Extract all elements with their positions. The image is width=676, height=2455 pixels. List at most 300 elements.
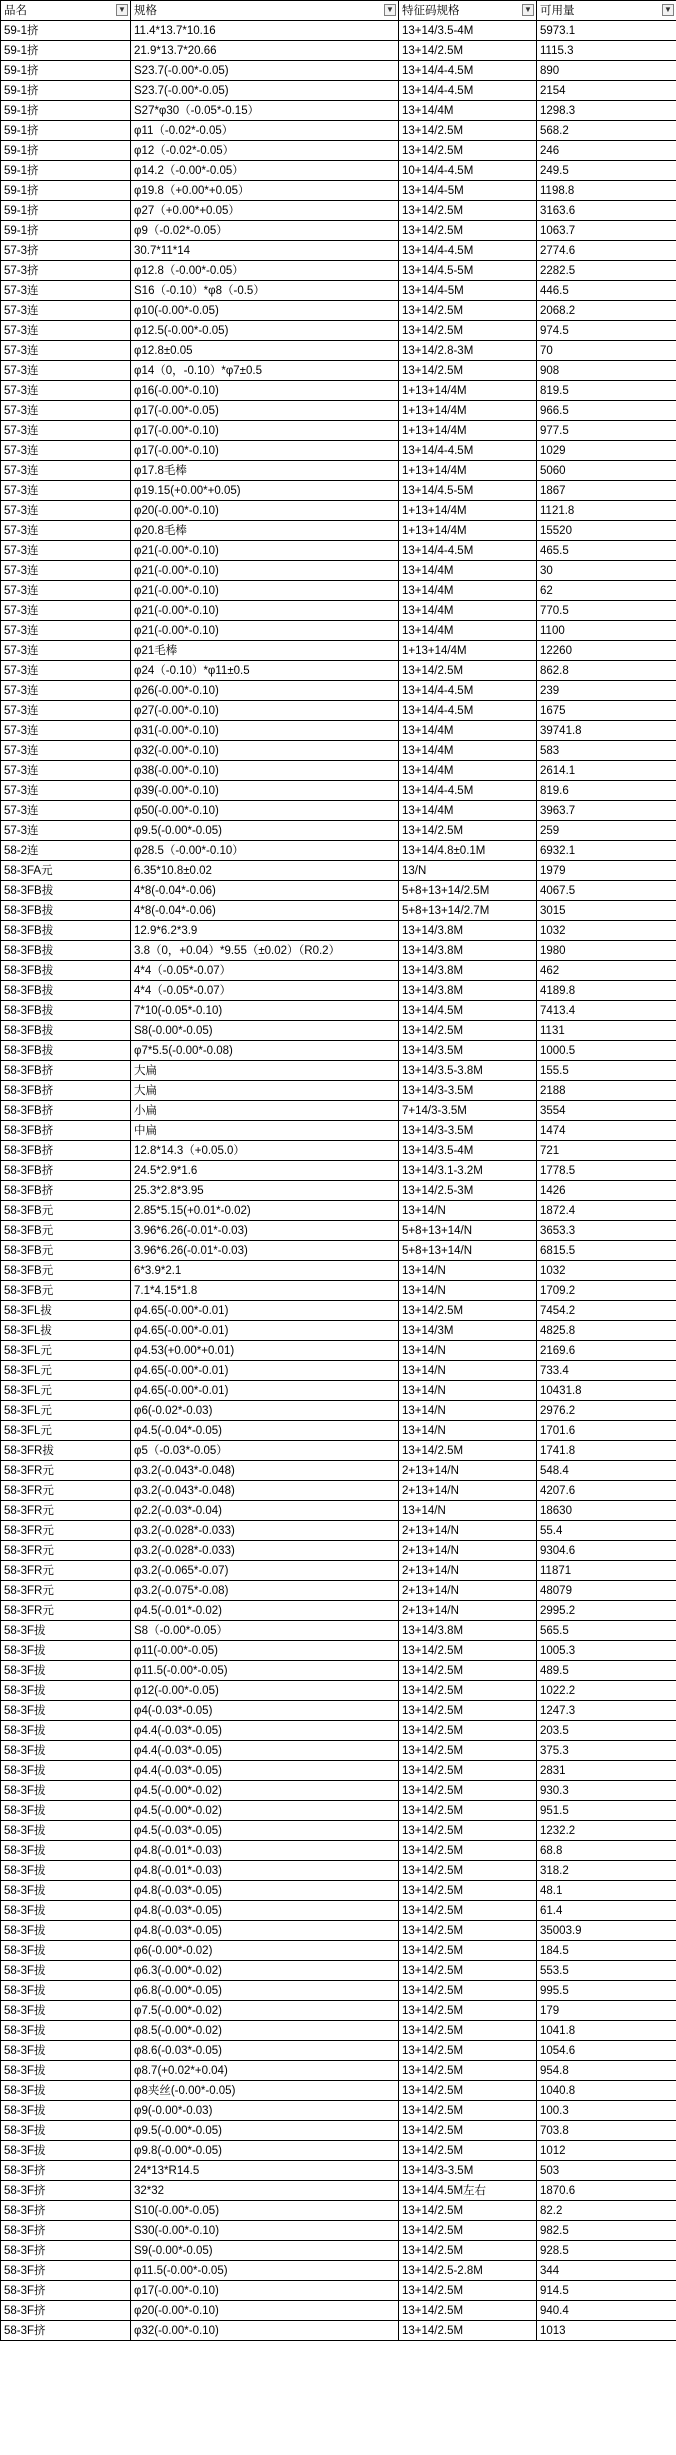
cell-name[interactable]: 58-3FB挤	[1, 1181, 131, 1201]
cell-spec[interactable]: φ3.2(-0.043*-0.048)	[131, 1461, 399, 1481]
cell-feature-spec[interactable]: 13+14/4M	[399, 601, 537, 621]
cell-feature-spec[interactable]: 13+14/2.5M	[399, 301, 537, 321]
cell-name[interactable]: 57-3连	[1, 681, 131, 701]
cell-name[interactable]: 58-3FL元	[1, 1381, 131, 1401]
cell-available-qty[interactable]: 1872.4	[537, 1201, 676, 1221]
cell-available-qty[interactable]: 1198.8	[537, 181, 676, 201]
cell-available-qty[interactable]: 68.8	[537, 1841, 676, 1861]
cell-feature-spec[interactable]: 13+14/2.5M	[399, 2001, 537, 2021]
cell-name[interactable]: 57-3连	[1, 421, 131, 441]
cell-name[interactable]: 58-3FB元	[1, 1201, 131, 1221]
cell-spec[interactable]: φ21(-0.00*-0.10)	[131, 561, 399, 581]
cell-feature-spec[interactable]: 2+13+14/N	[399, 1541, 537, 1561]
cell-spec[interactable]: S23.7(-0.00*-0.05)	[131, 81, 399, 101]
cell-feature-spec[interactable]: 13+14/4M	[399, 741, 537, 761]
cell-name[interactable]: 58-3FB挤	[1, 1061, 131, 1081]
cell-name[interactable]: 58-3FB挤	[1, 1081, 131, 1101]
cell-available-qty[interactable]: 10431.8	[537, 1381, 676, 1401]
cell-available-qty[interactable]: 6932.1	[537, 841, 676, 861]
cell-available-qty[interactable]: 489.5	[537, 1661, 676, 1681]
cell-name[interactable]: 59-1挤	[1, 201, 131, 221]
cell-feature-spec[interactable]: 1+13+14/4M	[399, 421, 537, 441]
cell-feature-spec[interactable]: 5+8+13+14/N	[399, 1241, 537, 1261]
cell-feature-spec[interactable]: 13+14/2.5M	[399, 321, 537, 341]
cell-available-qty[interactable]: 1115.3	[537, 41, 676, 61]
cell-name[interactable]: 57-3连	[1, 601, 131, 621]
cell-name[interactable]: 59-1挤	[1, 181, 131, 201]
cell-spec[interactable]: φ4.4(-0.03*-0.05)	[131, 1761, 399, 1781]
cell-name[interactable]: 59-1挤	[1, 221, 131, 241]
cell-name[interactable]: 58-3FB元	[1, 1241, 131, 1261]
cell-spec[interactable]: φ10(-0.00*-0.05)	[131, 301, 399, 321]
cell-name[interactable]: 58-3FR元	[1, 1521, 131, 1541]
cell-feature-spec[interactable]: 13+14/3M	[399, 1321, 537, 1341]
cell-feature-spec[interactable]: 13+14/2.5M	[399, 2201, 537, 2221]
cell-feature-spec[interactable]: 13/N	[399, 861, 537, 881]
cell-feature-spec[interactable]: 13+14/4M	[399, 581, 537, 601]
cell-spec[interactable]: 7.1*4.15*1.8	[131, 1281, 399, 1301]
cell-available-qty[interactable]: 2154	[537, 81, 676, 101]
cell-name[interactable]: 58-3FB拔	[1, 961, 131, 981]
cell-feature-spec[interactable]: 13+14/N	[399, 1341, 537, 1361]
cell-feature-spec[interactable]: 13+14/3.5-4M	[399, 1141, 537, 1161]
cell-name[interactable]: 57-3连	[1, 781, 131, 801]
cell-spec[interactable]: φ21(-0.00*-0.10)	[131, 541, 399, 561]
cell-available-qty[interactable]: 928.5	[537, 2241, 676, 2261]
cell-feature-spec[interactable]: 13+14/2.5M	[399, 1801, 537, 1821]
cell-name[interactable]: 57-3连	[1, 441, 131, 461]
cell-feature-spec[interactable]: 13+14/3.5-4M	[399, 21, 537, 41]
cell-available-qty[interactable]: 1870.6	[537, 2181, 676, 2201]
cell-spec[interactable]: φ21(-0.00*-0.10)	[131, 621, 399, 641]
cell-spec[interactable]: S23.7(-0.00*-0.05)	[131, 61, 399, 81]
cell-feature-spec[interactable]: 13+14/2.5M	[399, 2281, 537, 2301]
cell-spec[interactable]: φ9.8(-0.00*-0.05)	[131, 2141, 399, 2161]
cell-name[interactable]: 58-3FL元	[1, 1421, 131, 1441]
cell-available-qty[interactable]: 39741.8	[537, 721, 676, 741]
cell-feature-spec[interactable]: 13+14/2.5M	[399, 1741, 537, 1761]
cell-available-qty[interactable]: 1063.7	[537, 221, 676, 241]
cell-available-qty[interactable]: 30	[537, 561, 676, 581]
cell-feature-spec[interactable]: 1+13+14/4M	[399, 381, 537, 401]
cell-spec[interactable]: S9(-0.00*-0.05)	[131, 2241, 399, 2261]
cell-spec[interactable]: φ12（-0.02*-0.05）	[131, 141, 399, 161]
cell-available-qty[interactable]: 2995.2	[537, 1601, 676, 1621]
cell-feature-spec[interactable]: 13+14/4.5-5M	[399, 481, 537, 501]
cell-name[interactable]: 57-3连	[1, 821, 131, 841]
cell-name[interactable]: 58-3F拔	[1, 1981, 131, 2001]
cell-name[interactable]: 58-3F拔	[1, 1921, 131, 1941]
cell-name[interactable]: 58-3F挤	[1, 2301, 131, 2321]
cell-name[interactable]: 58-3FB挤	[1, 1141, 131, 1161]
cell-available-qty[interactable]: 1040.8	[537, 2081, 676, 2101]
cell-name[interactable]: 58-3F拔	[1, 1961, 131, 1981]
cell-feature-spec[interactable]: 13+14/2.5M	[399, 1781, 537, 1801]
cell-spec[interactable]: 25.3*2.8*3.95	[131, 1181, 399, 1201]
cell-available-qty[interactable]: 465.5	[537, 541, 676, 561]
cell-spec[interactable]: S8(-0.00*-0.05)	[131, 1021, 399, 1041]
cell-spec[interactable]: φ7.5(-0.00*-0.02)	[131, 2001, 399, 2021]
cell-spec[interactable]: φ38(-0.00*-0.10)	[131, 761, 399, 781]
cell-name[interactable]: 58-3FL元	[1, 1361, 131, 1381]
cell-name[interactable]: 58-3FB元	[1, 1221, 131, 1241]
cell-spec[interactable]: φ9（-0.02*-0.05）	[131, 221, 399, 241]
cell-feature-spec[interactable]: 1+13+14/4M	[399, 501, 537, 521]
cell-spec[interactable]: φ4.8(-0.03*-0.05)	[131, 1921, 399, 1941]
cell-available-qty[interactable]: 7454.2	[537, 1301, 676, 1321]
cell-name[interactable]: 58-3FB拔	[1, 1041, 131, 1061]
cell-feature-spec[interactable]: 13+14/3.5-3.8M	[399, 1061, 537, 1081]
cell-spec[interactable]: φ6.8(-0.00*-0.05)	[131, 1981, 399, 2001]
cell-feature-spec[interactable]: 2+13+14/N	[399, 1481, 537, 1501]
cell-feature-spec[interactable]: 13+14/N	[399, 1361, 537, 1381]
cell-name[interactable]: 58-3F拔	[1, 1681, 131, 1701]
cell-spec[interactable]: φ4.65(-0.00*-0.01)	[131, 1361, 399, 1381]
cell-available-qty[interactable]: 344	[537, 2261, 676, 2281]
cell-feature-spec[interactable]: 13+14/2.5M	[399, 2021, 537, 2041]
cell-name[interactable]: 58-3FB拔	[1, 1001, 131, 1021]
cell-available-qty[interactable]: 1005.3	[537, 1641, 676, 1661]
cell-feature-spec[interactable]: 13+14/2.5M	[399, 1721, 537, 1741]
cell-feature-spec[interactable]: 13+14/4-4.5M	[399, 701, 537, 721]
cell-available-qty[interactable]: 951.5	[537, 1801, 676, 1821]
cell-spec[interactable]: φ17(-0.00*-0.05)	[131, 401, 399, 421]
cell-available-qty[interactable]: 61.4	[537, 1901, 676, 1921]
cell-spec[interactable]: φ20.8毛棒	[131, 521, 399, 541]
cell-available-qty[interactable]: 721	[537, 1141, 676, 1161]
cell-spec[interactable]: φ17(-0.00*-0.10)	[131, 421, 399, 441]
cell-available-qty[interactable]: 48.1	[537, 1881, 676, 1901]
cell-available-qty[interactable]: 2831	[537, 1761, 676, 1781]
cell-spec[interactable]: φ6.3(-0.00*-0.02)	[131, 1961, 399, 1981]
cell-name[interactable]: 58-3FB元	[1, 1261, 131, 1281]
cell-available-qty[interactable]: 1675	[537, 701, 676, 721]
cell-available-qty[interactable]: 9304.6	[537, 1541, 676, 1561]
cell-name[interactable]: 58-3F拔	[1, 1881, 131, 1901]
cell-spec[interactable]: φ4.5(-0.03*-0.05)	[131, 1821, 399, 1841]
cell-feature-spec[interactable]: 13+14/4.5M左右	[399, 2181, 537, 2201]
cell-name[interactable]: 58-3FB拔	[1, 981, 131, 1001]
cell-feature-spec[interactable]: 1+13+14/4M	[399, 401, 537, 421]
cell-name[interactable]: 57-3连	[1, 641, 131, 661]
cell-available-qty[interactable]: 3963.7	[537, 801, 676, 821]
cell-available-qty[interactable]: 1013	[537, 2321, 676, 2341]
cell-feature-spec[interactable]: 13+14/4M	[399, 801, 537, 821]
cell-spec[interactable]: 24*13*R14.5	[131, 2161, 399, 2181]
cell-feature-spec[interactable]: 13+14/3.8M	[399, 961, 537, 981]
cell-available-qty[interactable]: 3015	[537, 901, 676, 921]
cell-feature-spec[interactable]: 5+8+13+14/N	[399, 1221, 537, 1241]
cell-spec[interactable]: φ21(-0.00*-0.10)	[131, 601, 399, 621]
cell-spec[interactable]: S27*φ30（-0.05*-0.15）	[131, 101, 399, 121]
cell-feature-spec[interactable]: 13+14/4M	[399, 761, 537, 781]
cell-feature-spec[interactable]: 2+13+14/N	[399, 1521, 537, 1541]
cell-feature-spec[interactable]: 1+13+14/4M	[399, 521, 537, 541]
cell-spec[interactable]: φ6(-0.02*-0.03)	[131, 1401, 399, 1421]
cell-available-qty[interactable]: 4189.8	[537, 981, 676, 1001]
cell-name[interactable]: 58-3F拔	[1, 2101, 131, 2121]
cell-available-qty[interactable]: 35003.9	[537, 1921, 676, 1941]
cell-spec[interactable]: φ26(-0.00*-0.10)	[131, 681, 399, 701]
cell-spec[interactable]: φ4.8(-0.03*-0.05)	[131, 1881, 399, 1901]
cell-spec[interactable]: φ11.5(-0.00*-0.05)	[131, 2261, 399, 2281]
cell-spec[interactable]: 4*4（-0.05*-0.07）	[131, 981, 399, 1001]
cell-name[interactable]: 58-3FB挤	[1, 1121, 131, 1141]
cell-available-qty[interactable]: 1741.8	[537, 1441, 676, 1461]
cell-name[interactable]: 57-3连	[1, 381, 131, 401]
cell-feature-spec[interactable]: 13+14/2.5M	[399, 121, 537, 141]
cell-name[interactable]: 57-3连	[1, 521, 131, 541]
cell-available-qty[interactable]: 1232.2	[537, 1821, 676, 1841]
cell-available-qty[interactable]: 2068.2	[537, 301, 676, 321]
cell-available-qty[interactable]: 1867	[537, 481, 676, 501]
cell-feature-spec[interactable]: 13+14/3.8M	[399, 981, 537, 1001]
cell-name[interactable]: 57-3连	[1, 721, 131, 741]
cell-feature-spec[interactable]: 13+14/2.5M	[399, 1981, 537, 2001]
cell-feature-spec[interactable]: 13+14/3.5M	[399, 1041, 537, 1061]
cell-spec[interactable]: 4*8(-0.04*-0.06)	[131, 881, 399, 901]
cell-available-qty[interactable]: 2614.1	[537, 761, 676, 781]
cell-available-qty[interactable]: 239	[537, 681, 676, 701]
cell-name[interactable]: 58-3F拔	[1, 1701, 131, 1721]
cell-available-qty[interactable]: 954.8	[537, 2061, 676, 2081]
cell-name[interactable]: 58-3FR元	[1, 1601, 131, 1621]
cell-name[interactable]: 57-3连	[1, 801, 131, 821]
cell-spec[interactable]: φ4.8(-0.01*-0.03)	[131, 1861, 399, 1881]
cell-name[interactable]: 57-3挤	[1, 241, 131, 261]
cell-available-qty[interactable]: 1778.5	[537, 1161, 676, 1181]
cell-feature-spec[interactable]: 13+14/3.1-3.2M	[399, 1161, 537, 1181]
cell-name[interactable]: 58-3FR元	[1, 1461, 131, 1481]
cell-feature-spec[interactable]: 13+14/2.5M	[399, 2081, 537, 2101]
cell-name[interactable]: 58-3F拔	[1, 1861, 131, 1881]
cell-name[interactable]: 58-3F拔	[1, 1761, 131, 1781]
cell-name[interactable]: 57-3连	[1, 481, 131, 501]
cell-feature-spec[interactable]: 13+14/2.5M	[399, 1661, 537, 1681]
cell-feature-spec[interactable]: 13+14/4-4.5M	[399, 61, 537, 81]
cell-available-qty[interactable]: 1131	[537, 1021, 676, 1041]
cell-feature-spec[interactable]: 13+14/N	[399, 1381, 537, 1401]
cell-spec[interactable]: φ12(-0.00*-0.05)	[131, 1681, 399, 1701]
cell-spec[interactable]: 3.96*6.26(-0.01*-0.03)	[131, 1241, 399, 1261]
cell-feature-spec[interactable]: 13+14/2.5M	[399, 141, 537, 161]
cell-spec[interactable]: φ11(-0.00*-0.05)	[131, 1641, 399, 1661]
cell-name[interactable]: 58-3FR拔	[1, 1441, 131, 1461]
cell-spec[interactable]: φ4.65(-0.00*-0.01)	[131, 1301, 399, 1321]
cell-spec[interactable]: 3.96*6.26(-0.01*-0.03)	[131, 1221, 399, 1241]
cell-available-qty[interactable]: 1426	[537, 1181, 676, 1201]
cell-spec[interactable]: φ6(-0.00*-0.02)	[131, 1941, 399, 1961]
cell-available-qty[interactable]: 974.5	[537, 321, 676, 341]
cell-feature-spec[interactable]: 13+14/3-3.5M	[399, 2161, 537, 2181]
cell-name[interactable]: 58-3F拔	[1, 2061, 131, 2081]
cell-available-qty[interactable]: 1474	[537, 1121, 676, 1141]
cell-available-qty[interactable]: 1012	[537, 2141, 676, 2161]
cell-spec[interactable]: φ32(-0.00*-0.10)	[131, 741, 399, 761]
cell-available-qty[interactable]: 982.5	[537, 2221, 676, 2241]
cell-available-qty[interactable]: 3653.3	[537, 1221, 676, 1241]
cell-name[interactable]: 58-3FR元	[1, 1501, 131, 1521]
cell-feature-spec[interactable]: 13+14/2.5M	[399, 1881, 537, 1901]
cell-name[interactable]: 58-3F拔	[1, 1801, 131, 1821]
cell-name[interactable]: 57-3连	[1, 701, 131, 721]
cell-available-qty[interactable]: 1121.8	[537, 501, 676, 521]
cell-feature-spec[interactable]: 13+14/3.8M	[399, 1621, 537, 1641]
cell-name[interactable]: 58-3F挤	[1, 2241, 131, 2261]
cell-feature-spec[interactable]: 13+14/2.5M	[399, 1901, 537, 1921]
cell-feature-spec[interactable]: 13+14/2.5M	[399, 2101, 537, 2121]
cell-spec[interactable]: 24.5*2.9*1.6	[131, 1161, 399, 1181]
cell-name[interactable]: 58-3F拔	[1, 1661, 131, 1681]
cell-spec[interactable]: 4*8(-0.04*-0.06)	[131, 901, 399, 921]
cell-available-qty[interactable]: 930.3	[537, 1781, 676, 1801]
cell-spec[interactable]: φ19.15(+0.00*+0.05)	[131, 481, 399, 501]
cell-feature-spec[interactable]: 13+14/N	[399, 1421, 537, 1441]
cell-available-qty[interactable]: 568.2	[537, 121, 676, 141]
cell-feature-spec[interactable]: 13+14/2.5M	[399, 2061, 537, 2081]
cell-available-qty[interactable]: 155.5	[537, 1061, 676, 1081]
cell-feature-spec[interactable]: 13+14/2.5M	[399, 2041, 537, 2061]
cell-spec[interactable]: S30(-0.00*-0.10)	[131, 2221, 399, 2241]
cell-feature-spec[interactable]: 13+14/3-3.5M	[399, 1081, 537, 1101]
cell-name[interactable]: 58-3FB拔	[1, 901, 131, 921]
cell-available-qty[interactable]: 890	[537, 61, 676, 81]
cell-spec[interactable]: φ21(-0.00*-0.10)	[131, 581, 399, 601]
cell-name[interactable]: 58-3F挤	[1, 2161, 131, 2181]
cell-spec[interactable]: φ3.2(-0.043*-0.048)	[131, 1481, 399, 1501]
cell-spec[interactable]: φ14（0，-0.10）*φ7±0.5	[131, 361, 399, 381]
cell-feature-spec[interactable]: 13+14/2.5M	[399, 201, 537, 221]
cell-name[interactable]: 57-3连	[1, 561, 131, 581]
cell-spec[interactable]: S8（-0.00*-0.05）	[131, 1621, 399, 1641]
cell-available-qty[interactable]: 819.5	[537, 381, 676, 401]
filter-dropdown-icon[interactable]: ▼	[522, 4, 534, 16]
cell-feature-spec[interactable]: 13+14/2.5M	[399, 1841, 537, 1861]
cell-available-qty[interactable]: 259	[537, 821, 676, 841]
cell-available-qty[interactable]: 1709.2	[537, 1281, 676, 1301]
cell-spec[interactable]: φ31(-0.00*-0.10)	[131, 721, 399, 741]
cell-feature-spec[interactable]: 1+13+14/4M	[399, 641, 537, 661]
cell-feature-spec[interactable]: 2+13+14/N	[399, 1601, 537, 1621]
cell-spec[interactable]: φ4(-0.03*-0.05)	[131, 1701, 399, 1721]
cell-name[interactable]: 58-3FB拔	[1, 941, 131, 961]
cell-name[interactable]: 59-1挤	[1, 101, 131, 121]
cell-feature-spec[interactable]: 13+14/2.5M	[399, 1021, 537, 1041]
cell-spec[interactable]: 12.8*14.3（+0.05.0）	[131, 1141, 399, 1161]
cell-available-qty[interactable]: 1701.6	[537, 1421, 676, 1441]
cell-feature-spec[interactable]: 13+14/2.5M	[399, 1761, 537, 1781]
cell-name[interactable]: 57-3连	[1, 761, 131, 781]
cell-feature-spec[interactable]: 13+14/4-4.5M	[399, 681, 537, 701]
cell-feature-spec[interactable]: 13+14/2.5M	[399, 1641, 537, 1661]
cell-spec[interactable]: φ12.5(-0.00*-0.05)	[131, 321, 399, 341]
cell-feature-spec[interactable]: 13+14/N	[399, 1281, 537, 1301]
cell-name[interactable]: 58-3FB拔	[1, 1021, 131, 1041]
cell-spec[interactable]: 大扁	[131, 1061, 399, 1081]
cell-name[interactable]: 57-3连	[1, 541, 131, 561]
cell-name[interactable]: 58-3F挤	[1, 2181, 131, 2201]
cell-name[interactable]: 57-3连	[1, 621, 131, 641]
cell-feature-spec[interactable]: 13+14/4M	[399, 721, 537, 741]
cell-spec[interactable]: 中扁	[131, 1121, 399, 1141]
cell-name[interactable]: 58-2连	[1, 841, 131, 861]
cell-spec[interactable]: φ27（+0.00*+0.05）	[131, 201, 399, 221]
cell-available-qty[interactable]: 914.5	[537, 2281, 676, 2301]
cell-feature-spec[interactable]: 13+14/2.5M	[399, 2121, 537, 2141]
cell-available-qty[interactable]: 1022.2	[537, 1681, 676, 1701]
cell-name[interactable]: 59-1挤	[1, 121, 131, 141]
cell-name[interactable]: 59-1挤	[1, 61, 131, 81]
cell-name[interactable]: 58-3F拔	[1, 2141, 131, 2161]
cell-spec[interactable]: φ3.2(-0.028*-0.033)	[131, 1541, 399, 1561]
cell-spec[interactable]: 2.85*5.15(+0.01*-0.02)	[131, 1201, 399, 1221]
cell-available-qty[interactable]: 3163.6	[537, 201, 676, 221]
cell-spec[interactable]: φ4.8(-0.03*-0.05)	[131, 1901, 399, 1921]
cell-name[interactable]: 59-1挤	[1, 21, 131, 41]
cell-feature-spec[interactable]: 13+14/2.5M	[399, 2141, 537, 2161]
cell-name[interactable]: 58-3F拔	[1, 1901, 131, 1921]
cell-name[interactable]: 57-3挤	[1, 261, 131, 281]
cell-feature-spec[interactable]: 13+14/4-4.5M	[399, 541, 537, 561]
cell-name[interactable]: 58-3F挤	[1, 2261, 131, 2281]
cell-spec[interactable]: φ5（-0.03*-0.05）	[131, 1441, 399, 1461]
cell-available-qty[interactable]: 908	[537, 361, 676, 381]
cell-name[interactable]: 58-3F拔	[1, 2021, 131, 2041]
cell-spec[interactable]: φ4.65(-0.00*-0.01)	[131, 1321, 399, 1341]
cell-available-qty[interactable]: 1032	[537, 921, 676, 941]
cell-feature-spec[interactable]: 13+14/4-5M	[399, 181, 537, 201]
cell-name[interactable]: 57-3连	[1, 741, 131, 761]
cell-available-qty[interactable]: 62	[537, 581, 676, 601]
cell-available-qty[interactable]: 819.6	[537, 781, 676, 801]
cell-name[interactable]: 58-3F拔	[1, 1841, 131, 1861]
cell-available-qty[interactable]: 565.5	[537, 1621, 676, 1641]
cell-name[interactable]: 58-3F拔	[1, 1741, 131, 1761]
cell-spec[interactable]: φ3.2(-0.028*-0.033)	[131, 1521, 399, 1541]
cell-spec[interactable]: 11.4*13.7*10.16	[131, 21, 399, 41]
cell-feature-spec[interactable]: 13+14/4-5M	[399, 281, 537, 301]
cell-name[interactable]: 58-3FR元	[1, 1561, 131, 1581]
cell-name[interactable]: 58-3F拔	[1, 2001, 131, 2021]
cell-name[interactable]: 57-3连	[1, 401, 131, 421]
cell-spec[interactable]: φ3.2(-0.065*-0.07)	[131, 1561, 399, 1581]
cell-spec[interactable]: φ50(-0.00*-0.10)	[131, 801, 399, 821]
cell-feature-spec[interactable]: 13+14/3-3.5M	[399, 1121, 537, 1141]
cell-available-qty[interactable]: 4825.8	[537, 1321, 676, 1341]
cell-spec[interactable]: φ20(-0.00*-0.10)	[131, 501, 399, 521]
cell-available-qty[interactable]: 1041.8	[537, 2021, 676, 2041]
cell-spec[interactable]: φ9.5(-0.00*-0.05)	[131, 821, 399, 841]
cell-feature-spec[interactable]: 13+14/2.8-3M	[399, 341, 537, 361]
cell-feature-spec[interactable]: 13+14/4-4.5M	[399, 781, 537, 801]
cell-spec[interactable]: φ24（-0.10）*φ11±0.5	[131, 661, 399, 681]
cell-available-qty[interactable]: 48079	[537, 1581, 676, 1601]
cell-name[interactable]: 57-3连	[1, 501, 131, 521]
cell-available-qty[interactable]: 446.5	[537, 281, 676, 301]
cell-available-qty[interactable]: 2976.2	[537, 1401, 676, 1421]
cell-feature-spec[interactable]: 13+14/2.5M	[399, 1681, 537, 1701]
cell-available-qty[interactable]: 2169.6	[537, 1341, 676, 1361]
cell-feature-spec[interactable]: 13+14/2.5M	[399, 661, 537, 681]
cell-name[interactable]: 58-3FL元	[1, 1401, 131, 1421]
cell-name[interactable]: 57-3连	[1, 581, 131, 601]
cell-available-qty[interactable]: 18630	[537, 1501, 676, 1521]
cell-feature-spec[interactable]: 13+14/2.5M	[399, 1821, 537, 1841]
cell-feature-spec[interactable]: 13+14/N	[399, 1201, 537, 1221]
cell-available-qty[interactable]: 1980	[537, 941, 676, 961]
cell-name[interactable]: 58-3F挤	[1, 2221, 131, 2241]
cell-spec[interactable]: 7*10(-0.05*-0.10)	[131, 1001, 399, 1021]
